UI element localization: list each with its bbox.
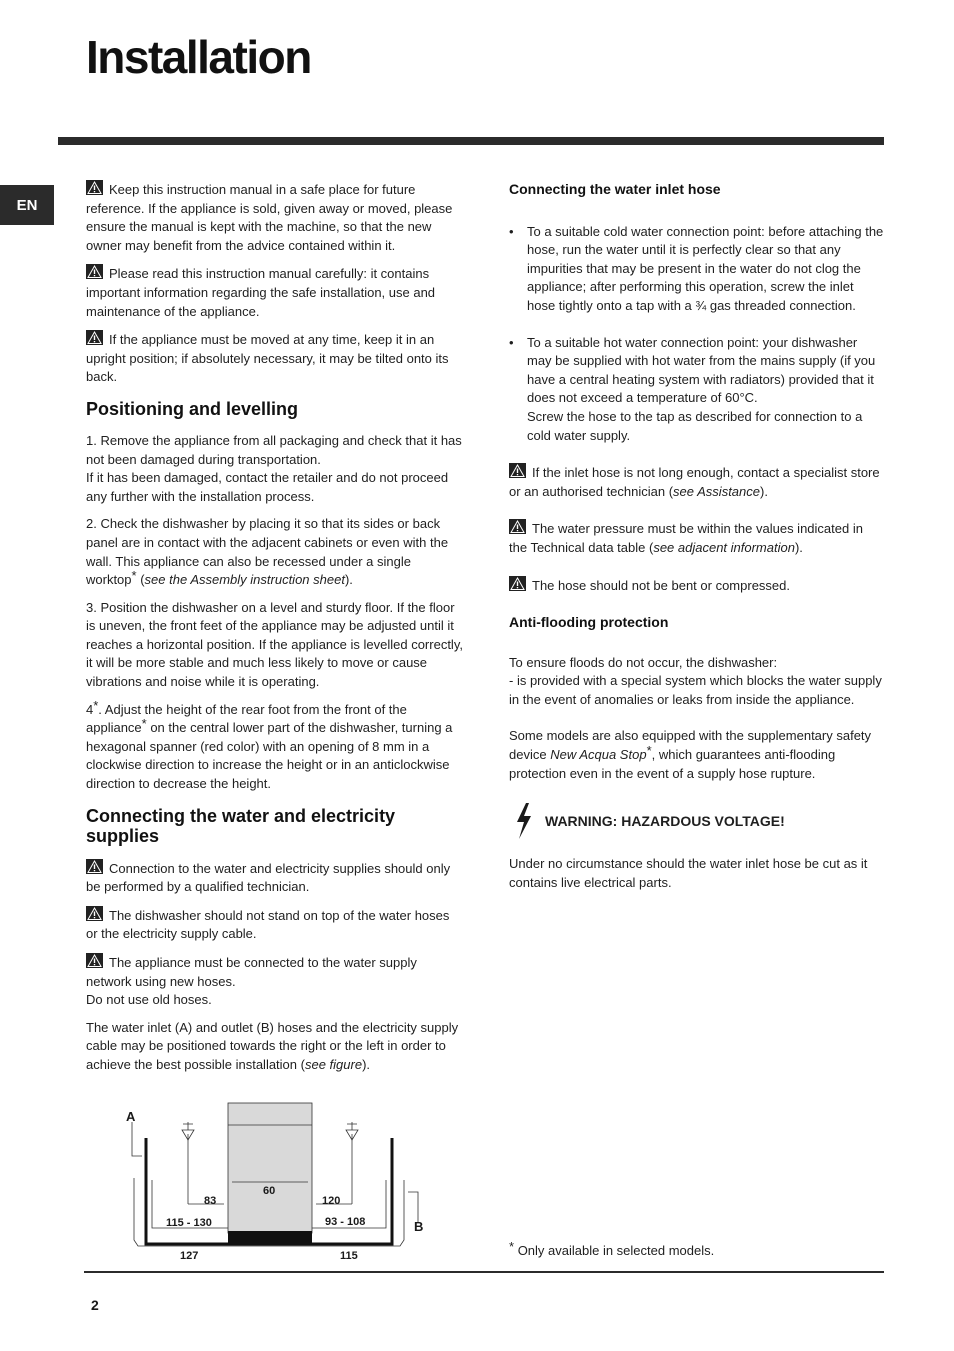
open-paren: (	[136, 572, 145, 588]
voltage-warning	[509, 801, 884, 841]
paragraph: 3. Position the dishwasher on a level and sturdy floor. If the floor is uneven, the front feet of the appliance may be adjusted until it reaches a horizontal position. If the appliance is levelled correctly, it will be more stable and much less likely to move or cause vibrations and noise while it is operating.	[86, 599, 463, 690]
text: 1. Remove the appliance from all packaging and check that it has not been damaged during transportation.	[86, 432, 462, 467]
footnote-marker: *	[131, 568, 137, 584]
warning-paragraph	[86, 264, 464, 321]
dim-120: 120	[322, 1195, 341, 1207]
text: To a suitable hot water connection point: your dishwasher may be supplied with hot water from the mains supply (if you have a central heating system with radiators) provided that it does not exceed a temperature of 60°C.	[527, 334, 876, 406]
warning-icon	[86, 180, 103, 195]
text: To ensure floods do not occur, the dishwasher:	[509, 654, 778, 670]
reference-text: see the Assembly instruction sheet	[144, 572, 345, 588]
page-number: 2	[91, 1297, 99, 1313]
list-item	[509, 223, 884, 316]
language-tab: EN	[0, 185, 54, 225]
paragraph	[509, 727, 884, 783]
warning-text: If the appliance must be moved at any time, keep it in an upright position; if absolutely necessary, it may be tilted onto its back.	[86, 332, 449, 385]
warning-icon	[86, 859, 103, 874]
dim-115-130: 115 - 130	[166, 1217, 212, 1229]
pointer-a	[132, 1122, 142, 1156]
warning-paragraph	[509, 519, 884, 557]
footnote-marker: *	[141, 716, 147, 732]
heading-positioning: Positioning and levelling	[86, 398, 299, 419]
text: on the central lower part of the dishwasher, turning a hexagonal spanner (red color) with an opening of 8 mm in a clockwise direction to increase the height or in an anticlockwise direction to decrease the height.	[86, 720, 453, 792]
text: Some models are also equipped with the supplementary safety device	[509, 728, 872, 763]
text: 2. Check the dishwasher by placing it so that its sides or back panel are in contact with the adjacent cabinets or even with the wall. This appliance can also be recessed under a single worktop	[86, 516, 449, 588]
warning-text: Connection to the water and electricity supplies should only be performed by a qualified technician.	[86, 860, 451, 895]
header-rule	[58, 137, 884, 145]
text: Screw the hose to the tap as described for connection to a cold water supply.	[527, 408, 863, 443]
footnote-marker: *	[509, 1239, 515, 1254]
warning-icon	[509, 519, 526, 534]
warning-paragraph	[509, 463, 884, 501]
dim-93-108: 93 - 108	[325, 1216, 366, 1228]
text: The water inlet (A) and outlet (B) hoses and the electricity supply cable may be positioned towards the right or the left in order to achieve the best possible installation (	[86, 1019, 459, 1072]
warning-icon	[86, 906, 103, 921]
left-column	[86, 180, 464, 1084]
text: - is provided with a special system which blocks the water supply in the event of anomalies or leaks from inside the appliance.	[509, 673, 882, 707]
label-b: B	[414, 1219, 424, 1234]
close-paren: ).	[760, 483, 768, 499]
warning-icon	[509, 576, 526, 591]
warning-icon	[86, 330, 103, 345]
warning-icon	[509, 463, 526, 478]
reference-text: see adjacent information	[653, 539, 795, 555]
warning-icon	[86, 953, 103, 968]
reference-text: see figure	[304, 1056, 363, 1072]
dim-60: 60	[263, 1185, 276, 1197]
warning-text: The appliance must be connected to the water supply network using new hoses.	[86, 955, 417, 989]
text: To a suitable cold water connection point: before attaching the hose, run the water until it is perfectly clear so that any impurities that may be present in the water do not clog the appliance; after performing this operation, screw the inlet hose tightly onto a tap with a ¾ gas threaded connection.	[527, 223, 884, 313]
hose-dimensions-figure	[120, 1100, 440, 1270]
paragraph: Under no circumstance should the water inlet hose be cut as it contains live electrical parts.	[509, 856, 868, 890]
close-paren: ).	[794, 539, 803, 555]
left-tap-handle	[183, 1122, 193, 1130]
warning-text: Keep this instruction manual in a safe place for future reference. If the appliance is sold, given away or moved, please ensure the manual is kept with the machine, so that the new owner may benefit from the advice contained within it.	[86, 182, 453, 253]
device-name: New Acqua Stop	[550, 747, 647, 763]
reference-text: see Assistance	[673, 483, 760, 499]
dim-115: 115	[340, 1250, 358, 1262]
heading-inlet-hose: Connecting the water inlet hose	[509, 181, 721, 197]
warning-text: Do not use old hoses.	[86, 992, 212, 1008]
paragraph	[86, 1019, 464, 1075]
warning-paragraph	[509, 576, 884, 596]
warning-paragraph	[86, 906, 464, 944]
pointer-b	[408, 1192, 418, 1222]
warning-text: The hose should not be bent or compressed.	[532, 577, 790, 593]
paragraph	[86, 515, 464, 589]
heading-anti-flooding: Anti-flooding protection	[509, 614, 669, 631]
appliance-base	[228, 1231, 312, 1244]
text: ).	[362, 1056, 371, 1072]
appliance-outline	[228, 1103, 312, 1233]
text: If it has been damaged, contact the retailer and do not proceed any further with the installation process.	[86, 470, 449, 504]
footnote-text: Only available in selected models.	[517, 1243, 715, 1258]
page-title: Installation	[86, 31, 311, 83]
list-item	[509, 334, 884, 446]
warning-text: If the inlet hose is not long enough, contact a specialist store or an authorised technician (	[509, 465, 880, 499]
footnote-marker: *	[93, 697, 99, 713]
warning-paragraph	[86, 330, 464, 387]
footnote-marker: *	[646, 743, 652, 759]
label-a: A	[126, 1109, 136, 1124]
paragraph	[86, 432, 464, 506]
warning-text: The water pressure must be within the values indicated in the Technical data table (	[509, 521, 863, 555]
warning-icon	[86, 264, 103, 279]
warning-text: The dishwasher should not stand on top of the water hoses or the electricity supply cable.	[86, 907, 450, 942]
lightning-bolt-icon	[509, 801, 539, 841]
footnote	[509, 1239, 715, 1258]
dim-83: 83	[204, 1195, 217, 1207]
voltage-warning-title: WARNING: HAZARDOUS VOLTAGE!	[545, 812, 785, 829]
paragraph	[509, 654, 884, 710]
warning-text: Please read this instruction manual carefully: it contains important information regarding the safe installation, use and maintenance of the appliance.	[86, 266, 436, 319]
dim-127: 127	[180, 1250, 199, 1262]
warning-paragraph	[86, 180, 464, 255]
close-paren: ).	[344, 572, 353, 588]
heading-connecting: Connecting the water and electricity supplies	[86, 805, 396, 846]
bullet-list	[509, 223, 884, 446]
text: , which guarantees anti-flooding protection even in the event of a supply hose rupture.	[509, 747, 836, 781]
text: . Adjust the height of the rear foot from the front of the appliance	[86, 701, 407, 736]
text: 4	[86, 701, 94, 717]
footer-rule	[84, 1271, 884, 1273]
paragraph	[86, 697, 464, 794]
warning-paragraph	[86, 859, 464, 897]
warning-paragraph	[86, 953, 464, 1010]
right-tap-handle	[347, 1122, 357, 1130]
right-column	[509, 180, 884, 901]
